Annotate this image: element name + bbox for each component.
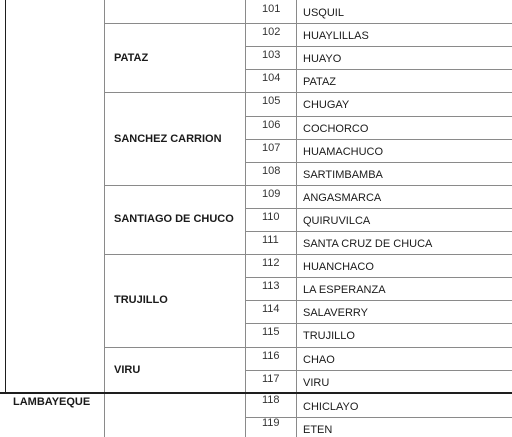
region-name: LAMBAYEQUE (13, 396, 91, 408)
district-name: PATAZ (303, 76, 336, 89)
district-name: HUANCHACO (303, 261, 374, 274)
district-name: HUAYLILLAS (303, 30, 369, 43)
district-column-border (296, 0, 297, 437)
row-border (245, 277, 512, 278)
district-name: SARTIMBAMBA (303, 168, 383, 181)
row-border (245, 69, 512, 70)
district-name: HUAYO (303, 53, 342, 66)
row-number: 106 (262, 118, 281, 131)
province-name: TRUJILLO (114, 294, 168, 307)
row-number: 109 (262, 187, 281, 200)
row-border (245, 139, 512, 140)
number-column-border (245, 0, 246, 437)
district-name: SALAVERRY (303, 307, 369, 320)
row-border (245, 347, 512, 348)
province-border (104, 185, 245, 186)
row-number: 117 (262, 372, 280, 385)
row-border (245, 208, 512, 209)
province-border (104, 347, 245, 348)
province-column-border (104, 0, 105, 437)
row-border (245, 46, 512, 47)
province-name: SANTIAGO DE CHUCO (114, 213, 234, 226)
row-border (245, 323, 512, 324)
row-border (245, 231, 512, 232)
row-number: 103 (262, 49, 281, 62)
row-border (245, 185, 512, 186)
district-name: SANTA CRUZ DE CHUCA (303, 238, 433, 250)
district-name: VIRU (303, 376, 330, 389)
row-number: 114 (262, 303, 280, 316)
row-border (245, 23, 512, 24)
row-number: 110 (262, 210, 280, 223)
district-name: CHICLAYO (303, 401, 359, 413)
district-name: ETEN (303, 424, 333, 437)
row-number: 105 (262, 95, 281, 108)
row-border (245, 370, 512, 371)
district-name: TRUJILLO (303, 330, 355, 343)
row-number: 107 (262, 141, 281, 154)
region-column-border (5, 0, 6, 392)
row-border (245, 300, 512, 301)
district-name: ANGASMARCA (303, 191, 382, 204)
row-number: 118 (262, 394, 280, 406)
region-separator (0, 392, 512, 394)
row-number: 102 (262, 26, 281, 39)
province-border (104, 23, 245, 24)
row-number: 101 (262, 3, 281, 15)
province-name: PATAZ (114, 51, 149, 64)
row-number: 108 (262, 164, 281, 177)
row-number: 112 (262, 257, 280, 270)
row-number: 119 (262, 417, 280, 430)
row-number: 116 (262, 349, 280, 362)
row-number: 111 (262, 234, 279, 246)
district-name: CHUGAY (303, 99, 350, 112)
province-border (104, 92, 245, 93)
row-border (245, 162, 512, 163)
row-border (245, 254, 512, 255)
district-name: USQUIL (303, 7, 344, 19)
province-name: SANCHEZ CARRION (114, 132, 222, 145)
row-number: 115 (262, 326, 280, 339)
province-border (104, 254, 245, 255)
row-border (245, 92, 512, 93)
district-name: QUIRUVILCA (303, 214, 371, 227)
district-name: LA ESPERANZA (303, 284, 386, 297)
row-border (245, 417, 512, 418)
row-number: 104 (262, 72, 281, 85)
row-number: 113 (262, 280, 280, 293)
province-name: VIRU (114, 363, 141, 376)
district-name: CHAO (303, 353, 335, 366)
district-name: COCHORCO (303, 122, 369, 135)
district-name: HUAMACHUCO (303, 145, 384, 158)
row-border (245, 116, 512, 117)
